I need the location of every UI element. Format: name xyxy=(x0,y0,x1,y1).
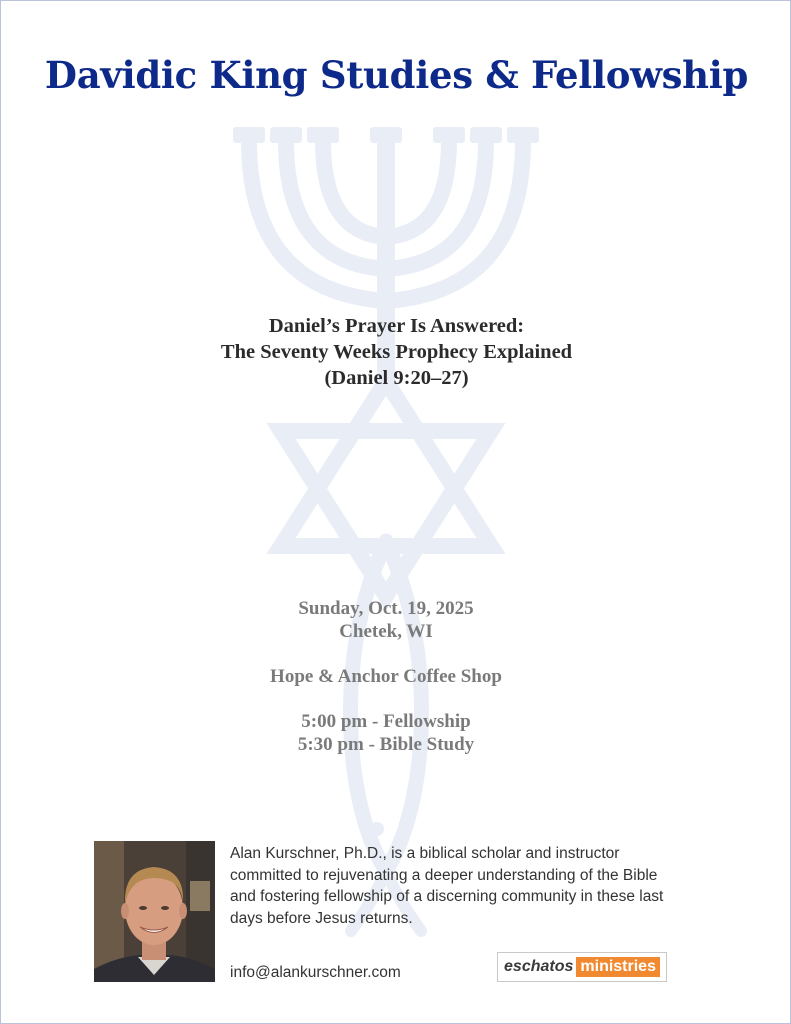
event-venue: Hope & Anchor Coffee Shop xyxy=(270,666,502,687)
logo-word-ministries: ministries xyxy=(576,957,660,977)
speaker-bio: Alan Kurschner, Ph.D., is a biblical scholar and instructor committed to rejuvenating a deeper understanding of the Bible and fostering fellowship of a discerning community in these last days before Jesus returns. xyxy=(230,845,664,927)
schedule-item-fellowship: 5:00 pm - Fellowship xyxy=(301,711,471,732)
sermon-title-line-2: The Seventy Weeks Prophecy Explained xyxy=(220,341,573,363)
contact-email[interactable]: info@alankurschner.com xyxy=(230,964,401,981)
event-location: Chetek, WI xyxy=(339,621,433,642)
eschatos-ministries-logo xyxy=(497,952,667,982)
event-date: Sunday, Oct. 19, 2025 xyxy=(298,598,474,619)
sermon-title-block xyxy=(1,313,791,391)
speaker-photo xyxy=(94,841,215,982)
page-title: Davidic King Studies & Fellowship xyxy=(44,53,749,97)
scripture-reference: (Daniel 9:20–27) xyxy=(324,367,469,389)
sermon-title-line-1: Daniel’s Prayer Is Answered: xyxy=(268,315,525,337)
schedule-item-bible-study: 5:30 pm - Bible Study xyxy=(297,734,475,755)
logo-word-eschatos: eschatos xyxy=(504,958,574,975)
event-details xyxy=(1,597,771,756)
